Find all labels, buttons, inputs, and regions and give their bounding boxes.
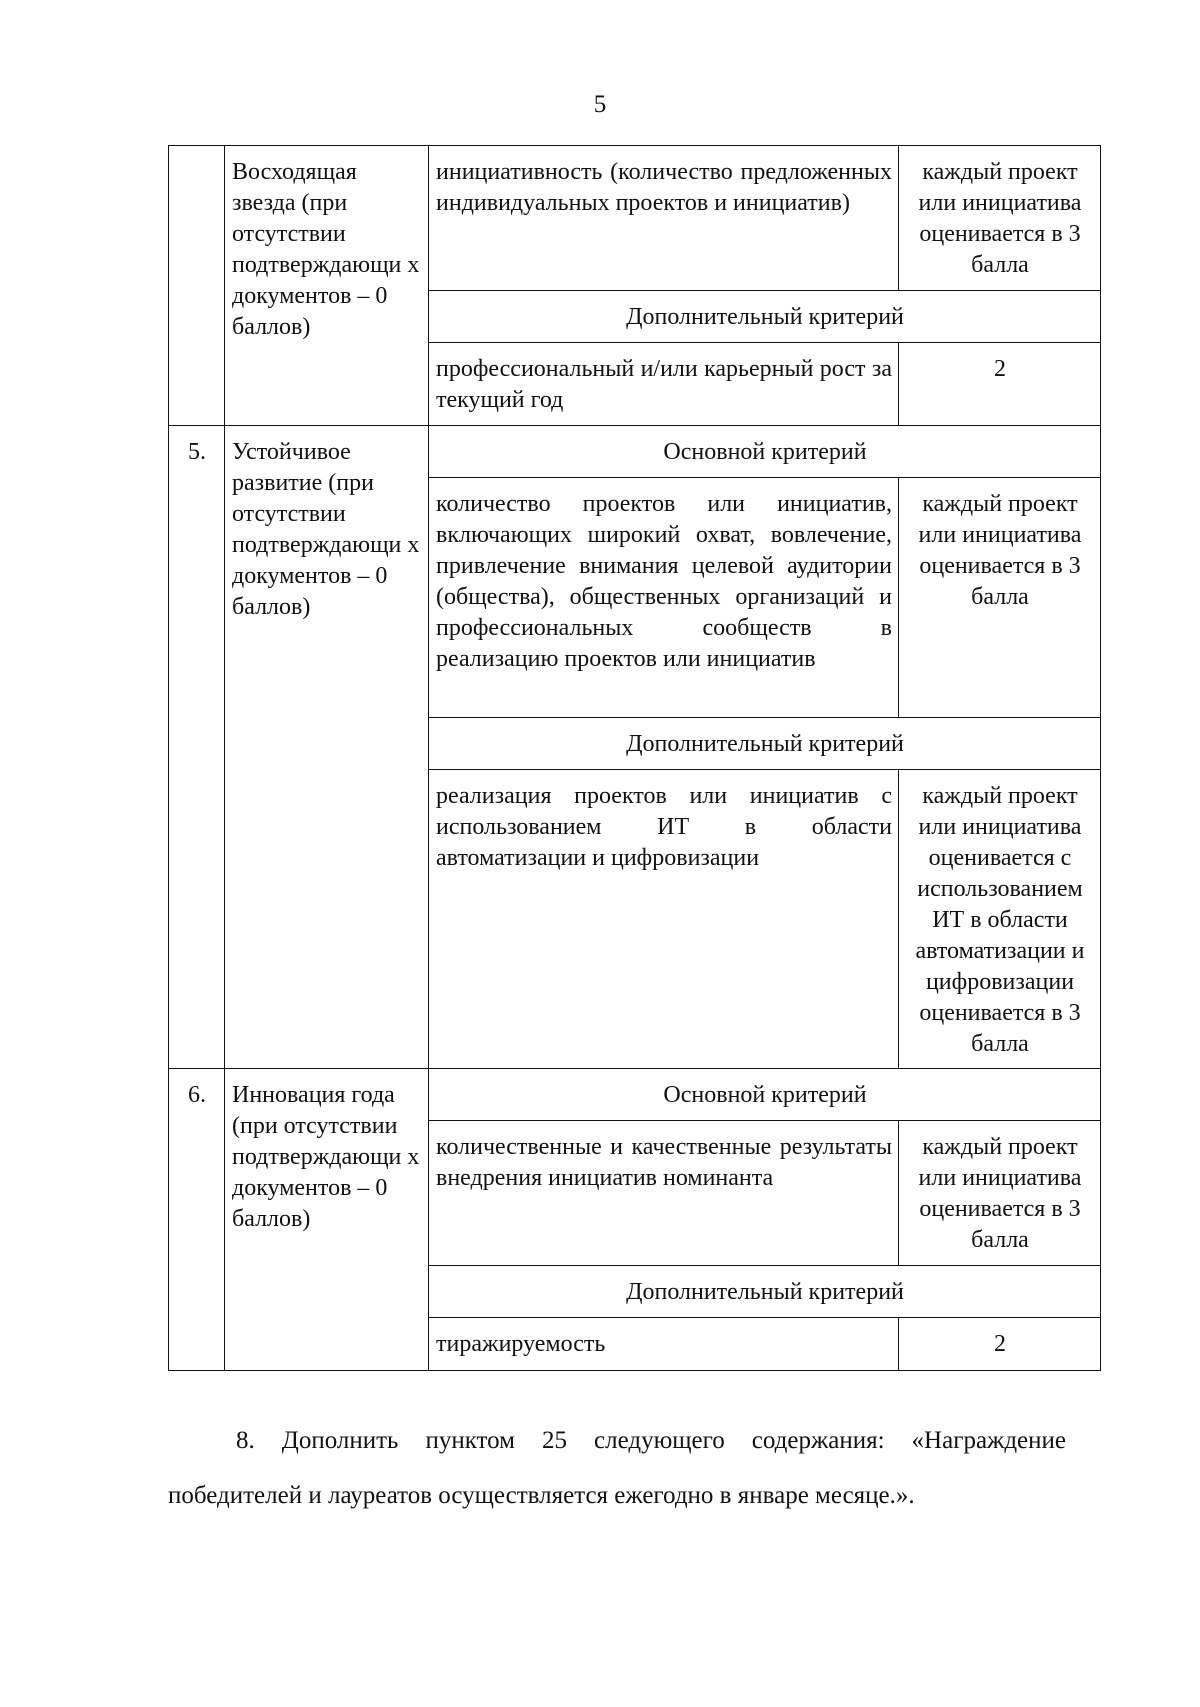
criterion-text: количество проектов или инициатив, включающих широкий охват, вовлечение, привлечение внимания целевой аудитории (общества), общественных организаций и профессиональных сообществ в реализацию проектов или инициатив [429, 478, 899, 718]
row-number [169, 146, 225, 426]
page-number: 5 [593, 91, 607, 118]
criterion-score: каждый проект или инициатива оценивается в 3 балла [899, 478, 1101, 718]
criterion-score: 2 [899, 343, 1101, 426]
section-header: Дополнительный критерий [429, 291, 1101, 343]
criterion-text: инициативность (количество предложенных индивидуальных проектов и инициатив) [429, 146, 899, 291]
section-header: Основной критерий [429, 1068, 1101, 1120]
criteria-table [168, 145, 1101, 1371]
section-header: Дополнительный критерий [429, 718, 1101, 770]
row-number: 5. [169, 426, 225, 1068]
criterion-text: реализация проектов или инициатив с использованием ИТ в области автоматизации и цифровизации [429, 770, 899, 1068]
table-row [169, 426, 1101, 478]
nomination-name: Инновация года (при отсутствии подтверждающи х документов – 0 баллов) [225, 1068, 429, 1370]
nomination-name: Устойчивое развитие (при отсутствии подтверждающи х документов – 0 баллов) [225, 426, 429, 1068]
criterion-text: тиражируемость [429, 1317, 899, 1370]
criterion-text: количественные и качественные результаты внедрения инициатив номинанта [429, 1120, 899, 1265]
table-row [169, 1068, 1101, 1120]
section-header: Основной критерий [429, 426, 1101, 478]
table-row [169, 146, 1101, 291]
nomination-name: Восходящая звезда (при отсутствии подтверждающи х документов – 0 баллов) [225, 146, 429, 426]
criterion-score: каждый проект или инициатива оценивается в 3 балла [899, 1120, 1101, 1265]
criterion-score: каждый проект или инициатива оценивается в 3 балла [899, 146, 1101, 291]
section-header: Дополнительный критерий [429, 1265, 1101, 1317]
criterion-score: 2 [899, 1317, 1101, 1370]
criterion-text: профессиональный и/или карьерный рост за текущий год [429, 343, 899, 426]
amendment-paragraph: 8. Дополнить пунктом 25 следующего содержания: «Награждение победителей и лауреатов осуществляется ежегодно в январе месяце.». [168, 1427, 1066, 1509]
criterion-score: каждый проект или инициатива оценивается с использованием ИТ в области автоматизации и цифровизации оценивается в 3 балла [899, 770, 1101, 1068]
row-number: 6. [169, 1068, 225, 1370]
